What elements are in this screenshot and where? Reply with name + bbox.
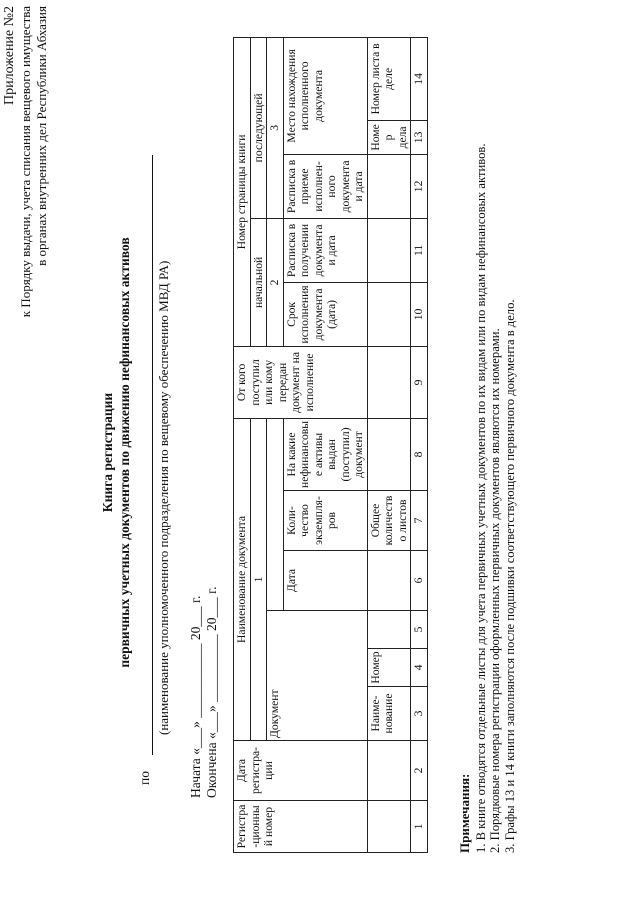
col-num: 4 <box>411 649 428 687</box>
note-item: 3. Графы 13 и 14 книги заполняются после подшивки соответствующего первичного документа в дело. <box>502 299 517 853</box>
note-item: 2. Порядковые номера регистрации оформленных первичных документов являются их номерами. <box>488 328 502 853</box>
header-initial-col: 2 <box>267 218 284 346</box>
col-num: 1 <box>411 801 428 853</box>
notes-title: Примечания: <box>457 773 472 853</box>
col-num: 13 <box>411 120 428 154</box>
header-date: Дата <box>283 551 367 611</box>
sub-empty-3 <box>367 611 411 649</box>
sub-empty-6 <box>367 346 411 418</box>
header-from-whom: От кого поступил или кому передан документ на исполнение <box>234 346 368 418</box>
appendix-header <box>2 6 50 317</box>
header-place: Место нахождения исполненного документа <box>283 37 367 154</box>
col-num: 5 <box>411 611 428 649</box>
header-reg-number: Регистра-ционный номер <box>234 801 368 853</box>
po-label: по <box>137 771 152 785</box>
header-copies: Коли-чество экземпля-ров <box>283 491 367 551</box>
sub-empty-8 <box>367 218 411 282</box>
header-receipt: Расписка в получении документа и дата <box>283 218 367 282</box>
col-num: 8 <box>411 418 428 490</box>
header-initial-page: начальной <box>250 218 267 346</box>
header-doc-empty <box>267 418 284 610</box>
header-term: Срок исполнения документа (дата) <box>283 282 367 346</box>
header-subsequent-col: 3 <box>267 37 284 218</box>
col-num: 10 <box>411 282 428 346</box>
department-blank-line <box>152 155 153 755</box>
col-num: 12 <box>411 154 428 218</box>
sub-empty-9 <box>367 154 411 218</box>
department-caption: (наименование уполномоченного подразделения по вещевому обеспечению МВД РА) <box>156 260 171 735</box>
appendix-number: Приложение №2 <box>2 6 17 105</box>
header-case-number: Номер дела <box>367 120 411 154</box>
end-date-line: Окончена «___» __________ 20___ г. <box>204 586 219 798</box>
header-subsequent-page: последующей <box>250 37 267 218</box>
book-title: Книга регистрации <box>100 392 115 513</box>
header-doc-name: Наименование документа <box>234 418 251 740</box>
col-num: 3 <box>411 687 428 741</box>
header-number: Номер <box>367 649 411 687</box>
header-receipt-executed: Расписка в приеме исполнен-ного документа и дата <box>283 154 367 218</box>
registration-table <box>233 37 428 853</box>
sub-empty-7 <box>367 282 411 346</box>
col-num: 11 <box>411 218 428 282</box>
header-name: Наиме-нование <box>367 687 411 741</box>
note-item: 1. В книге отводятся отдельные листы для учета первичных учетных документов по их видам или по видам нефинансовых активов. <box>473 143 488 853</box>
notes-section <box>458 144 517 853</box>
col-num: 14 <box>411 37 428 120</box>
sub-empty-2 <box>367 741 411 801</box>
appendix-ref-line2: в органах внутренних дел Республики Абхазия <box>34 6 49 266</box>
start-date-line: Начата «___» ___________ 20___ г. <box>188 595 203 798</box>
column-numbers-row <box>411 37 428 852</box>
col-num: 7 <box>411 491 428 551</box>
col-num: 9 <box>411 346 428 418</box>
header-sheet-number: Номер листа в деле <box>367 37 411 120</box>
book-subtitle: первичных учетных документов по движению нефинансовых активов <box>117 237 132 668</box>
header-page-number: Номер страницы книги <box>234 37 251 346</box>
sub-empty-4 <box>367 551 411 611</box>
sub-empty-1 <box>367 801 411 853</box>
header-document: Документ <box>267 611 368 741</box>
header-total-sheets: Общее количество листов <box>367 491 411 551</box>
header-doc-name-col: 1 <box>250 418 267 740</box>
header-assets: На какие нефинансовые активы выдан (поступил) документ <box>283 418 367 490</box>
appendix-ref-line1: к Порядку выдачи, учета списания вещевого имущества <box>18 6 33 318</box>
header-reg-date: Дата регистра-ции <box>234 741 368 801</box>
col-num: 6 <box>411 551 428 611</box>
sub-empty-5 <box>367 418 411 490</box>
col-num: 2 <box>411 741 428 801</box>
